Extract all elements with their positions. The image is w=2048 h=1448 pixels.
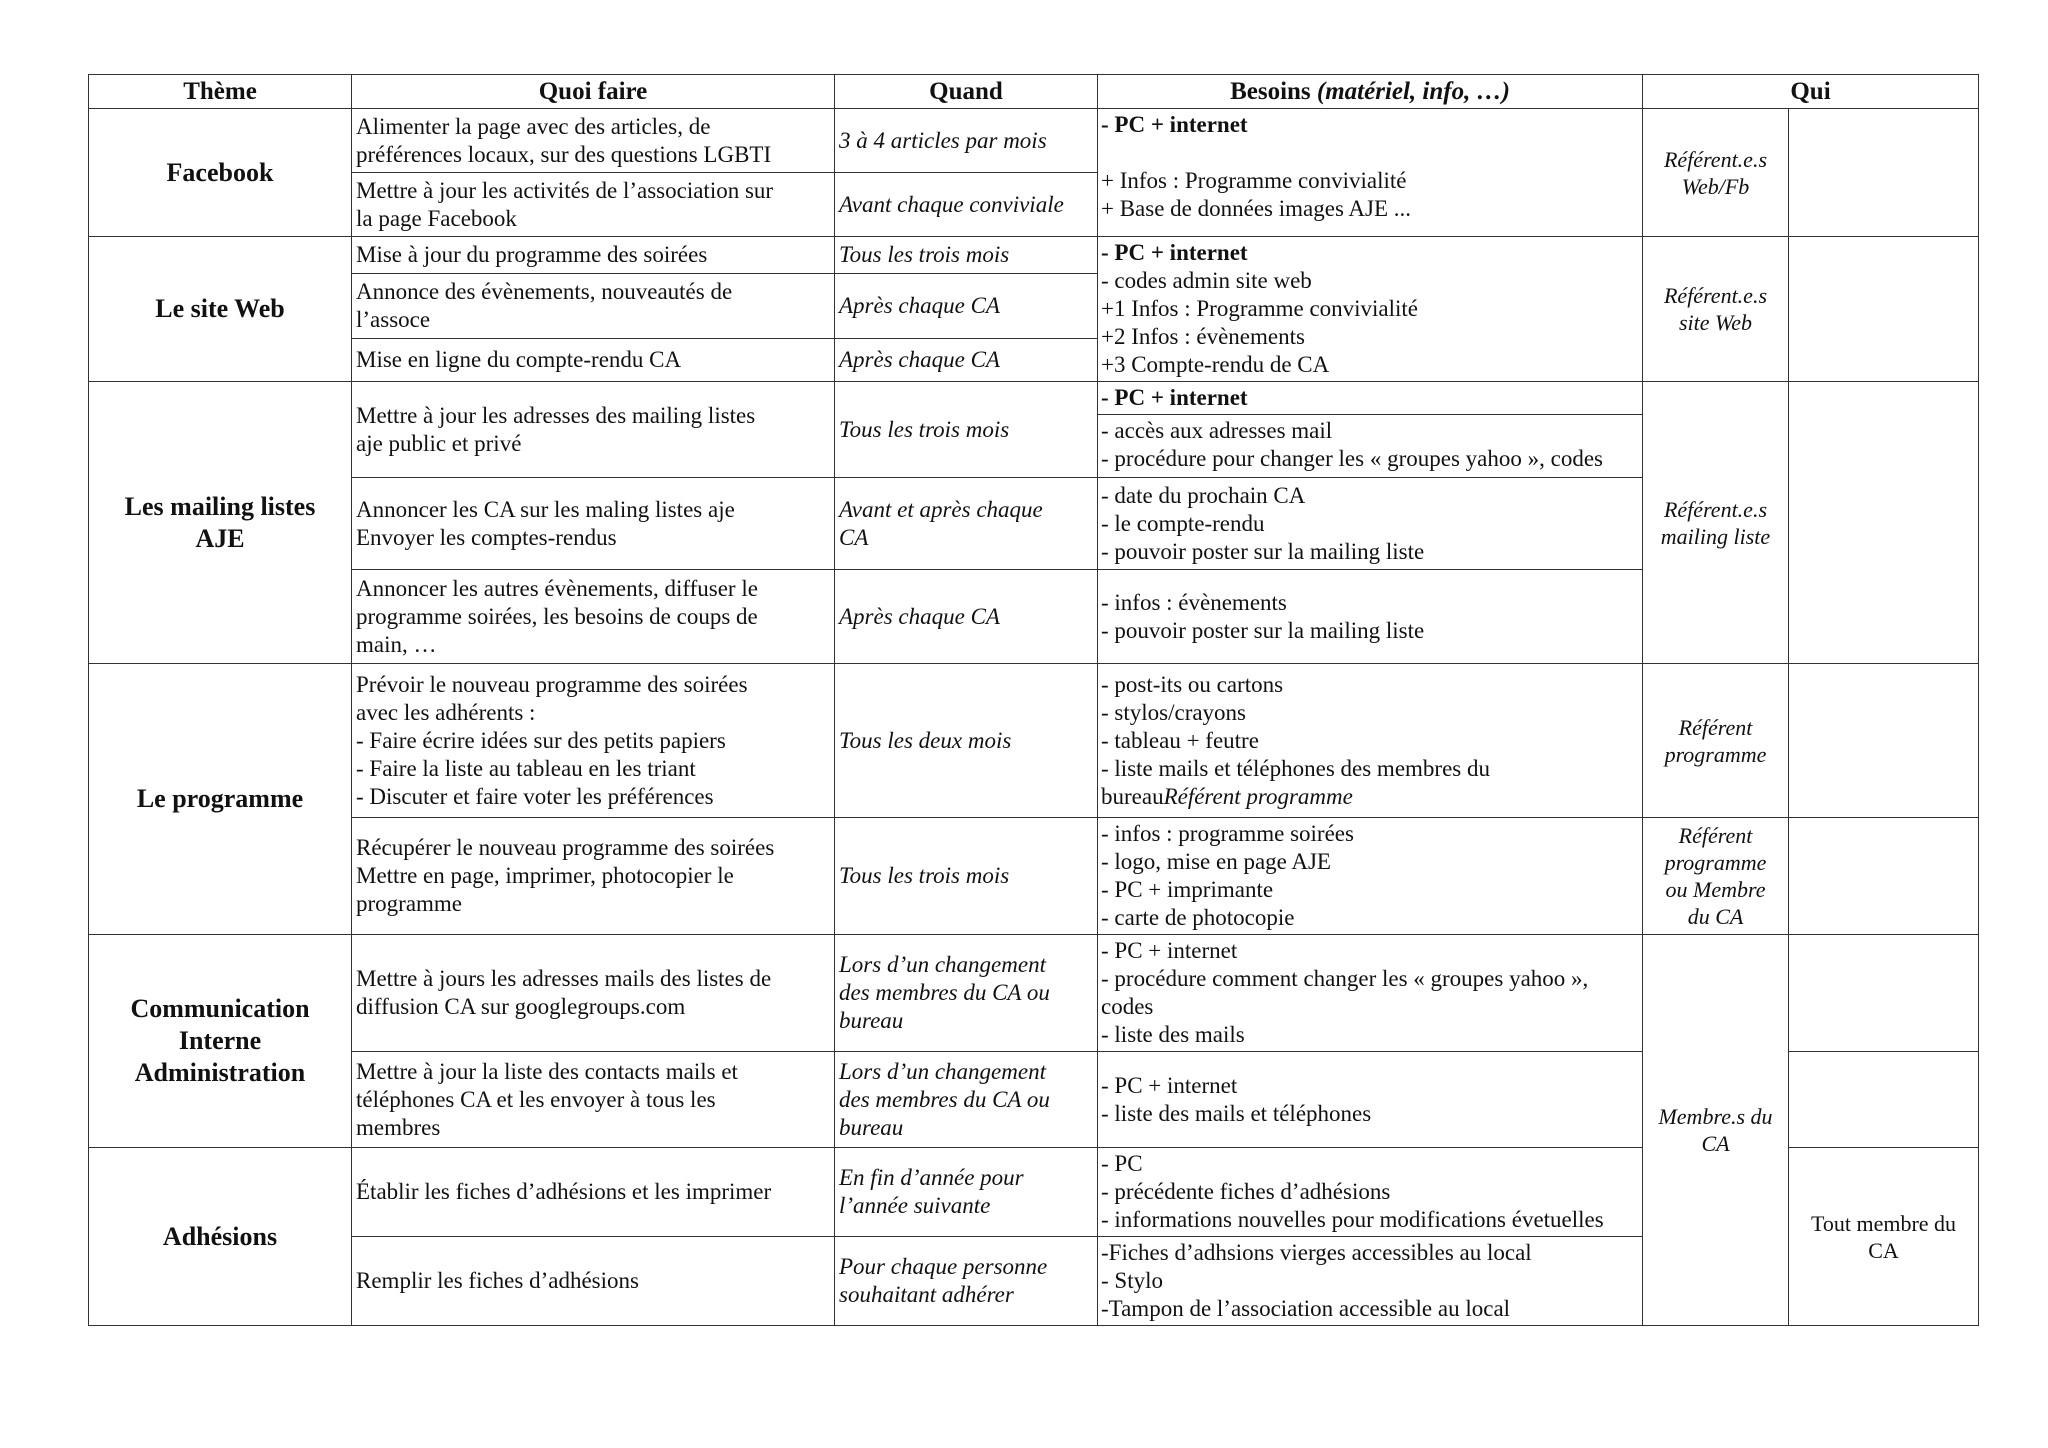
text-line: - PC (1101, 1151, 1143, 1176)
text-line: souhaitant adhérer (839, 1282, 1014, 1307)
text-line: Annonce des évènements, nouveautés de (356, 278, 733, 304)
besoins-cell (1098, 382, 1643, 478)
quoi-cell (352, 109, 835, 173)
text-line: mailing liste (1660, 523, 1771, 549)
text-line (1101, 783, 1639, 811)
qui-empty-cell (1789, 1052, 1979, 1148)
text-line: - Faire écrire idées sur des petits papiers (356, 727, 726, 753)
text-line: du CA (1687, 904, 1744, 929)
text-line: AJE (195, 523, 245, 553)
text-line: CA (1868, 1237, 1899, 1263)
quand-cell: Tous les trois mois (835, 382, 1098, 478)
qui-empty-cell (1789, 935, 1979, 1052)
qui-cell (1789, 1148, 1979, 1326)
qui-empty-cell (1789, 664, 1979, 818)
text-line: - Stylo (1101, 1268, 1163, 1293)
quoi-cell: Établir les fiches d’adhésions et les imprimer (352, 1148, 835, 1237)
text-line: main, … (356, 631, 437, 657)
text-line: - date du prochain CA (1101, 482, 1306, 508)
text-line: - logo, mise en page AJE (1101, 849, 1331, 874)
text-line: Mettre à jour les adresses des mailing listes (356, 402, 756, 428)
quoi-cell (352, 1052, 835, 1148)
qui-cell (1643, 382, 1789, 664)
quoi-cell (352, 273, 835, 338)
text-line: programme soirées, les besoins de coups de (356, 603, 758, 629)
text-line: - accès aux adresses mail (1101, 418, 1333, 443)
text-line: +2 Infos : évènements (1101, 324, 1305, 349)
header-quand: Quand (835, 75, 1098, 109)
quand-cell (835, 1052, 1098, 1148)
qui-empty-cell (1789, 382, 1979, 664)
header-besoins-main: Besoins (1230, 77, 1317, 105)
text-line: - Discuter et faire voter les préférences (356, 783, 714, 809)
quand-cell: Avant chaque conviviale (835, 173, 1098, 237)
qui-cell (1643, 237, 1789, 382)
text-line: Lors d’un changement (839, 952, 1046, 977)
text-line: - précédente fiches d’adhésions (1101, 1179, 1391, 1204)
theme-programme: Le programme (89, 664, 352, 935)
text-line: programme (356, 891, 463, 916)
text-line: Annoncer les autres évènements, diffuser le (356, 575, 758, 601)
quand-cell: Après chaque CA (835, 570, 1098, 664)
text-line: Web/Fb (1681, 173, 1750, 199)
quand-cell (835, 478, 1098, 570)
besoins-subcell: - PC + internet (1098, 382, 1642, 415)
quand-cell (835, 1237, 1098, 1326)
quoi-cell: Remplir les fiches d’adhésions (352, 1237, 835, 1326)
text-line: Référent.e.s (1663, 283, 1768, 308)
text-span: Référent programme (1163, 783, 1353, 809)
text-line: Pour chaque personne (839, 1254, 1048, 1279)
quoi-cell (352, 818, 835, 935)
text-line: CA (1701, 1131, 1730, 1156)
text-line: Alimenter la page avec des articles, de (356, 113, 711, 139)
text-line: bureau (839, 1008, 904, 1033)
quand-cell: Tous les deux mois (835, 664, 1098, 818)
quoi-cell (352, 478, 835, 570)
text-line: - PC + internet (1101, 938, 1238, 963)
besoins-cell (1098, 478, 1643, 570)
text-line: + Infos : Programme convivialité (1101, 168, 1407, 193)
quoi-cell (352, 173, 835, 237)
text-line: Annoncer les CA sur les maling listes aje (356, 496, 735, 522)
quoi-cell (352, 382, 835, 478)
text-line: programme (1664, 741, 1767, 767)
text-line: Avant et après chaque (839, 496, 1043, 522)
text-line: - informations nouvelles pour modifications évetuelles (1101, 1207, 1604, 1232)
qui-empty-cell (1789, 818, 1979, 935)
quand-cell: Après chaque CA (835, 339, 1098, 382)
text-line: -Fiches d’adhsions vierges accessibles au local (1101, 1240, 1532, 1265)
text-line: CA (839, 524, 869, 550)
qui-empty-cell (1789, 109, 1979, 237)
besoins-cell (1098, 570, 1643, 664)
text-line: - PC + internet (1101, 1072, 1238, 1098)
text-line: - PC + internet (1101, 112, 1248, 137)
text-line: +3 Compte-rendu de CA (1101, 352, 1330, 377)
theme-mailing (89, 382, 352, 664)
text-line: - post-its ou cartons (1101, 671, 1284, 697)
text-line: Mettre en page, imprimer, photocopier le (356, 863, 734, 888)
text-line: - infos : évènements (1101, 589, 1287, 615)
text-line: Mettre à jour la liste des contacts mails et (356, 1058, 738, 1084)
text-line: Administration (134, 1058, 306, 1087)
text-line: diffusion CA sur googlegroups.com (356, 994, 686, 1019)
besoins-cell (1098, 109, 1643, 237)
text-line: l’assoce (356, 306, 431, 332)
besoins-cell (1098, 237, 1643, 382)
text-line: Les mailing listes (124, 491, 316, 521)
text-line: Communication (130, 994, 310, 1023)
text-line: l’année suivante (839, 1193, 991, 1218)
theme-adhesions: Adhésions (89, 1148, 352, 1326)
text-line: - procédure pour changer les « groupes yahoo », codes (1101, 446, 1603, 471)
text-line: la page Facebook (356, 205, 517, 231)
text-line: - liste des mails et téléphones (1101, 1100, 1372, 1126)
text-line: - tableau + feutre (1101, 727, 1259, 753)
text-line: Récupérer le nouveau programme des soirées (356, 835, 775, 860)
text-line: -Tampon de l’association accessible au local (1101, 1296, 1511, 1321)
text-line: - PC + imprimante (1101, 877, 1274, 902)
text-line: programme (1664, 850, 1767, 875)
text-line: Prévoir le nouveau programme des soirées (356, 671, 748, 697)
besoins-subcell (1098, 415, 1642, 475)
text-line: ou Membre (1665, 877, 1766, 902)
quoi-cell: Mise à jour du programme des soirées (352, 237, 835, 274)
text-line: des membres du CA ou (839, 1086, 1050, 1112)
header-besoins (1098, 75, 1643, 109)
quoi-cell (352, 935, 835, 1052)
quand-cell (835, 1148, 1098, 1237)
text-line: - liste des mails (1101, 1022, 1245, 1047)
quand-cell (835, 935, 1098, 1052)
text-line: des membres du CA ou (839, 980, 1050, 1005)
besoins-cell (1098, 1148, 1643, 1237)
besoins-cell (1098, 935, 1643, 1052)
text-line: préférences locaux, sur des questions LGBTI (356, 141, 772, 167)
blank-line (1101, 139, 1639, 167)
header-qui: Qui (1643, 75, 1979, 109)
quand-cell: 3 à 4 articles par mois (835, 109, 1098, 173)
besoins-cell (1098, 664, 1643, 818)
text-line: - pouvoir poster sur la mailing liste (1101, 538, 1425, 564)
text-line: Mettre à jours les adresses mails des listes de (356, 966, 772, 991)
text-line: - liste mails et téléphones des membres du (1101, 755, 1490, 781)
text-span: bureau (1101, 783, 1164, 809)
text-line: - stylos/crayons (1101, 699, 1247, 725)
quand-cell: Tous les trois mois (835, 818, 1098, 935)
besoins-cell (1098, 1237, 1643, 1326)
text-line: aje public et privé (356, 430, 522, 456)
qui-cell (1643, 109, 1789, 237)
text-line: Membre.s du (1658, 1104, 1773, 1129)
text-line: - PC + internet (1101, 240, 1248, 265)
qui-empty-cell (1789, 237, 1979, 382)
besoins-cell (1098, 1052, 1643, 1148)
quoi-cell: Mise en ligne du compte-rendu CA (352, 339, 835, 382)
qui-cell (1643, 935, 1789, 1326)
header-quoi: Quoi faire (352, 75, 835, 109)
text-line: Référent.e.s (1663, 146, 1768, 172)
text-line: - procédure comment changer les « groupes yahoo », (1101, 966, 1589, 991)
text-line: Référent (1678, 823, 1753, 848)
besoins-cell (1098, 818, 1643, 935)
quoi-cell (352, 570, 835, 664)
header-besoins-italic: (matériel, info, …) (1316, 77, 1510, 105)
qui-cell (1643, 818, 1789, 935)
table-row (89, 664, 1979, 818)
table-row (89, 382, 1979, 478)
theme-communication (89, 935, 352, 1148)
text-line: Référent (1678, 714, 1753, 740)
text-line: codes (1101, 994, 1154, 1019)
text-line: bureau (839, 1114, 904, 1140)
document-page (88, 74, 1978, 1326)
text-line: Lors d’un changement (839, 1058, 1046, 1084)
text-line: membres (356, 1114, 441, 1140)
header-theme: Thème (89, 75, 352, 109)
table-row (89, 237, 1979, 274)
quand-cell: Après chaque CA (835, 273, 1098, 338)
text-line: - carte de photocopie (1101, 905, 1295, 930)
text-line: téléphones CA et les envoyer à tous les (356, 1086, 716, 1112)
table-row (89, 109, 1979, 173)
text-line: Interne (178, 1026, 262, 1055)
text-line: +1 Infos : Programme convivialité (1101, 296, 1419, 321)
text-line: Tout membre du (1810, 1210, 1957, 1236)
text-line: En fin d’année pour (839, 1165, 1024, 1190)
table-row (89, 935, 1979, 1052)
qui-cell (1643, 664, 1789, 818)
header-row (89, 75, 1979, 109)
text-line: + Base de données images AJE ... (1101, 196, 1411, 221)
text-line: Envoyer les comptes-rendus (356, 524, 617, 550)
text-line: - Faire la liste au tableau en les triant (356, 755, 696, 781)
quoi-cell (352, 664, 835, 818)
text-line: - le compte-rendu (1101, 510, 1265, 536)
text-line: - infos : programme soirées (1101, 821, 1354, 846)
quand-cell: Tous les trois mois (835, 237, 1098, 274)
text-line: - pouvoir poster sur la mailing liste (1101, 617, 1425, 643)
text-line: Référent.e.s (1663, 496, 1768, 522)
theme-facebook: Facebook (89, 109, 352, 237)
text-line: - codes admin site web (1101, 268, 1312, 293)
text-line: Mettre à jour les activités de l’association sur (356, 177, 774, 203)
table-row (89, 818, 1979, 935)
responsibilities-table (88, 74, 1979, 1326)
text-line: site Web (1678, 310, 1753, 335)
theme-siteweb: Le site Web (89, 237, 352, 382)
text-line: avec les adhérents : (356, 699, 536, 725)
